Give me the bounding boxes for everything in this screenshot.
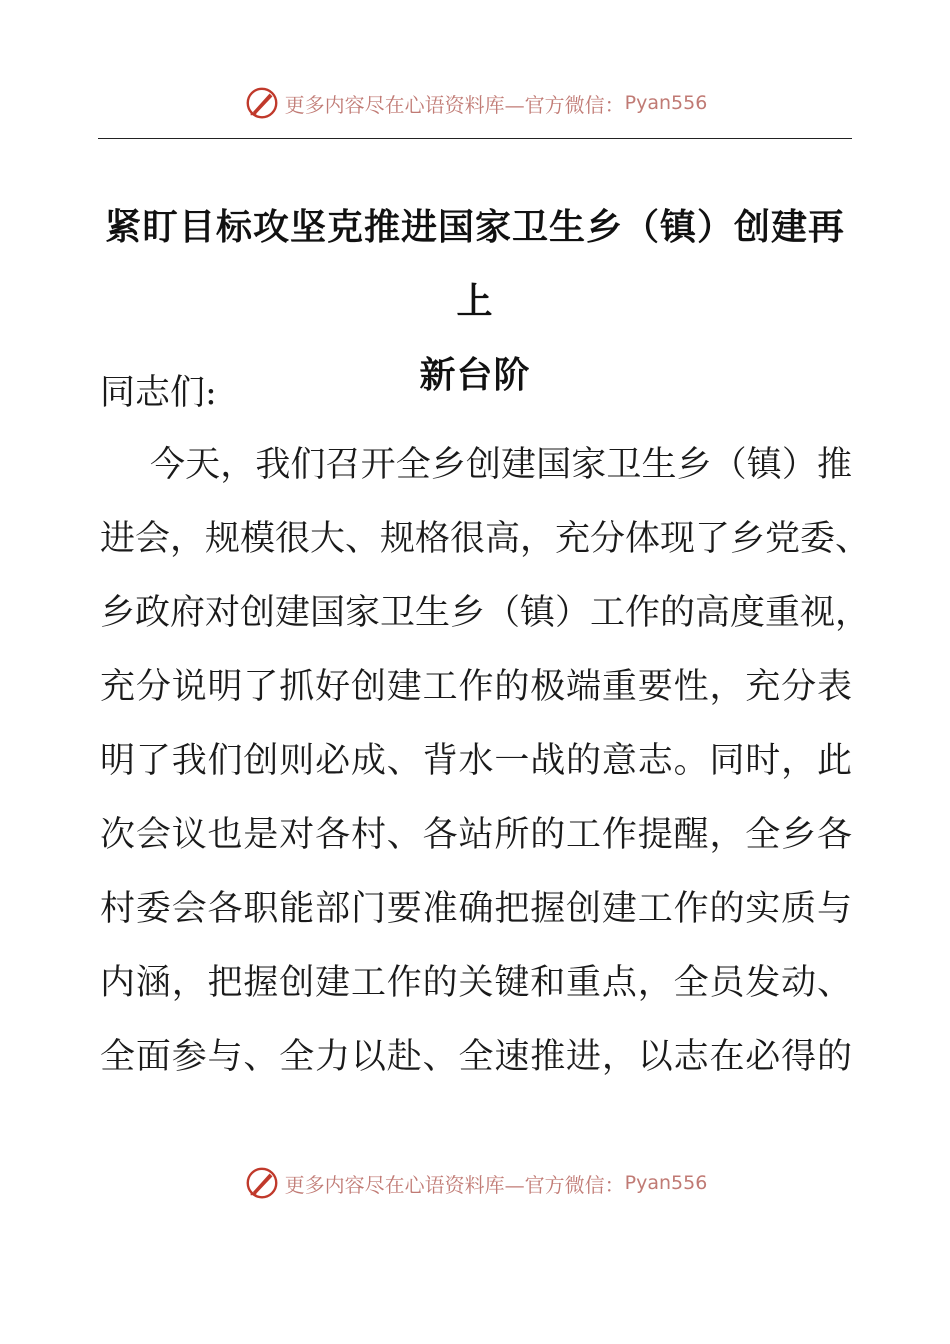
body-line: 村委会各职能部门要准确把握创建工作的实质与 (100, 889, 852, 929)
salutation: 同志们: (100, 373, 217, 413)
body-line: 今天，我们召开全乡创建国家卫生乡（镇）推 (150, 445, 852, 485)
header-watermark-text: 更多内容尽在心语资料库—官方微信： (284, 92, 625, 117)
body-paragraph (100, 440, 871, 1106)
body-line: 乡政府对创建国家卫生乡（镇）工作的高度重视， (100, 593, 871, 633)
footer-wechat-id: Pyan556 (624, 1172, 708, 1194)
header-wechat-id: Pyan556 (624, 92, 708, 114)
header-watermark (0, 84, 950, 122)
header-divider (98, 138, 852, 139)
quill-logo-icon (243, 84, 281, 122)
body-line: 全面参与、全力以赴、全速推进，以志在必得的 (100, 1037, 852, 1077)
body-line: 充分说明了抓好创建工作的极端重要性，充分表 (100, 667, 852, 707)
body-line: 明了我们创则必成、背水一战的意志。同时，此 (100, 741, 852, 781)
body-line: 进会，规模很大、规格很高，充分体现了乡党委、 (100, 519, 871, 559)
title-line-2: 新台阶 (419, 354, 531, 396)
title-line-1: 紧盯目标攻坚克推进国家卫生乡（镇）创建再上 (104, 206, 845, 322)
body-line: 内涵，把握创建工作的关键和重点，全员发动、 (100, 963, 852, 1003)
quill-logo-icon (243, 1164, 281, 1202)
body-line: 次会议也是对各村、各站所的工作提醒，全乡各 (100, 815, 852, 855)
footer-watermark (0, 1164, 950, 1202)
footer-watermark-text: 更多内容尽在心语资料库—官方微信： (284, 1172, 625, 1197)
